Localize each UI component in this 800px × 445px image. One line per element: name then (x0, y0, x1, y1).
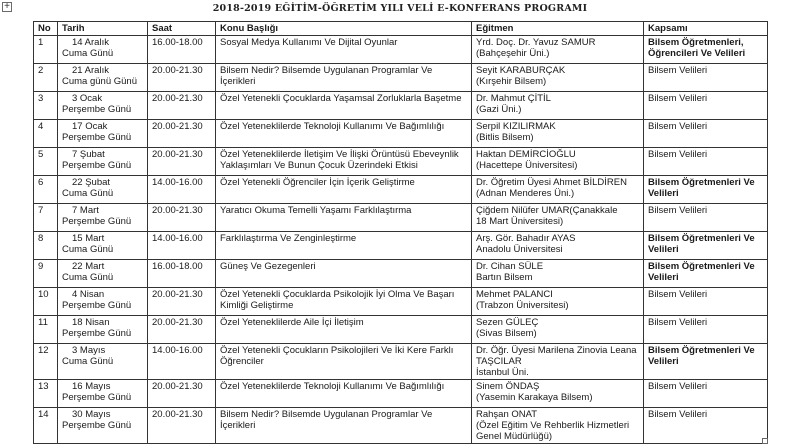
table-resize-handle[interactable] (762, 438, 768, 444)
date-weekday: Perşembe Günü (62, 104, 132, 115)
header-topic: Konu Başlığı (216, 22, 472, 36)
table-row (34, 380, 768, 408)
cell-topic: Özel Yetenekli Çocuklarda Psikolojik İyi Olma Ve Başarı Kimliği Geliştirme (216, 288, 472, 316)
cell-date (58, 344, 148, 380)
date-day: 17 Ocak (72, 121, 108, 132)
date-day: 21 Aralık (72, 65, 109, 76)
educator-name: Dr. Mahmut ÇİTİL (476, 93, 551, 104)
table-row (34, 232, 768, 260)
cell-scope: Bilsem Velileri (644, 316, 768, 344)
date-day: 3 Ocak (72, 93, 103, 104)
table-row (34, 120, 768, 148)
cell-scope: Bilsem Öğretmenleri Ve Velileri (644, 260, 768, 288)
cell-date (58, 380, 148, 408)
educator-name: Seyit KARABURÇAK (476, 65, 566, 76)
cell-no: 9 (34, 260, 58, 288)
cell-no: 7 (34, 204, 58, 232)
educator-name: Çiğdem Nilüfer UMAR(Çanakkale (476, 205, 618, 216)
educator-institution: (Bitlis Bilsem) (476, 132, 534, 143)
educator-institution: (Yasemin Karakaya Bilsem) (476, 392, 593, 403)
table-row (34, 176, 768, 204)
date-weekday: Perşembe Günü (62, 420, 132, 431)
date-weekday: Cuma Günü (62, 272, 114, 283)
educator-institution: Bartın Bilsem (476, 272, 533, 283)
cell-scope: Bilsem Velileri (644, 64, 768, 92)
cell-educator (472, 120, 644, 148)
cell-topic: Özel Yeteneklilerde İletişim Ve İlişki Örüntüsü Ebeveynlik Yaklaşımları Ve Bunun Çocuk Üzerindeki Etkisi (216, 148, 472, 176)
educator-institution: (Hacettepe Üniversitesi) (476, 160, 578, 171)
cell-educator (472, 36, 644, 64)
date-weekday: Perşembe Günü (62, 216, 132, 227)
cell-time: 16.00-18.00 (148, 260, 216, 288)
cell-educator (472, 64, 644, 92)
date-day: 16 Mayıs (72, 381, 111, 392)
date-day: 7 Mart (72, 205, 99, 216)
educator-name: Dr. Öğr. Üyesi Marilena Zinovia Leana TAŞCILAR (476, 345, 637, 367)
cell-topic: Özel Yetenekli Çocukların Psikolojileri Ve İki Kere Farklı Öğrenciler (216, 344, 472, 380)
educator-name: Dr. Cihan SÜLE (476, 261, 544, 272)
table-row (34, 204, 768, 232)
cell-educator (472, 288, 644, 316)
educator-institution: (Kırşehir Bilsem) (476, 76, 547, 87)
educator-institution: (Özel Eğitim Ve Rehberlik Hizmetleri Genel Müdürlüğü) (476, 420, 630, 442)
cell-topic: Bilsem Nedir? Bilsemde Uygulanan Programlar Ve İçerikleri (216, 408, 472, 444)
header-no: No (34, 22, 58, 36)
cell-no: 2 (34, 64, 58, 92)
cell-date (58, 148, 148, 176)
cell-no: 12 (34, 344, 58, 380)
date-weekday: Cuma Günü (62, 48, 114, 59)
header-date: Tarih (58, 22, 148, 36)
cell-topic: Özel Yetenekli Çocuklarda Yaşamsal Zorluklarla Başetme (216, 92, 472, 120)
cell-scope: Bilsem Velileri (644, 148, 768, 176)
table-row (34, 344, 768, 380)
table-row (34, 260, 768, 288)
educator-name: Sinem ÖNDAŞ (476, 381, 540, 392)
cell-educator (472, 148, 644, 176)
cell-topic: Güneş Ve Gezegenleri (216, 260, 472, 288)
cell-topic: Farklılaştırma Ve Zenginleştirme (216, 232, 472, 260)
cell-scope: Bilsem Öğretmenleri Ve Velileri (644, 176, 768, 204)
cell-educator (472, 408, 644, 444)
cell-scope: Bilsem Öğretmenleri, Öğrencileri Ve Velileri (644, 36, 768, 64)
educator-name: Arş. Gör. Bahadır AYAS (476, 233, 576, 244)
cell-educator (472, 204, 644, 232)
cell-date (58, 176, 148, 204)
cell-no: 8 (34, 232, 58, 260)
educator-institution: (Sivas Bilsem) (476, 328, 537, 339)
cell-no: 4 (34, 120, 58, 148)
cell-scope: Bilsem Velileri (644, 380, 768, 408)
cell-date (58, 408, 148, 444)
cell-no: 5 (34, 148, 58, 176)
table-body (34, 36, 768, 444)
cell-time: 14.00-16.00 (148, 176, 216, 204)
date-day: 7 Şubat (72, 149, 105, 160)
cell-no: 14 (34, 408, 58, 444)
date-weekday: Perşembe Günü (62, 300, 132, 311)
cell-scope: Bilsem Öğretmenleri Ve Velileri (644, 232, 768, 260)
table-row (34, 64, 768, 92)
date-day: 18 Nisan (72, 317, 110, 328)
cell-date (58, 316, 148, 344)
date-day: 22 Şubat (72, 177, 111, 188)
cell-date (58, 36, 148, 64)
educator-name: Sezen GÜLEÇ (476, 317, 539, 328)
cell-time: 20.00-21.30 (148, 288, 216, 316)
cell-date (58, 232, 148, 260)
cell-scope: Bilsem Velileri (644, 288, 768, 316)
cell-no: 1 (34, 36, 58, 64)
date-weekday: Cuma günü Günü (62, 76, 137, 87)
date-day: 15 Mart (72, 233, 105, 244)
cell-time: 20.00-21.30 (148, 120, 216, 148)
educator-institution: (Adnan Menderes Üni.) (476, 188, 575, 199)
cell-no: 13 (34, 380, 58, 408)
cell-date (58, 64, 148, 92)
date-day: 22 Mart (72, 261, 105, 272)
cell-scope: Bilsem Velileri (644, 92, 768, 120)
educator-institution: 18 Mart Üniversitesi) (476, 216, 564, 227)
educator-name: Mehmet PALANCI (476, 289, 553, 300)
header-scope: Kapsamı (644, 22, 768, 36)
educator-name: Serpil KIZILIRMAK (476, 121, 556, 132)
cell-topic: Özel Yeteneklilerde Teknoloji Kullanımı Ve Bağımlılığı (216, 380, 472, 408)
date-weekday: Cuma Günü (62, 356, 114, 367)
cell-topic: Bilsem Nedir? Bilsemde Uygulanan Programlar Ve İçerikleri (216, 64, 472, 92)
date-weekday: Perşembe Günü (62, 160, 132, 171)
cell-scope: Bilsem Velileri (644, 120, 768, 148)
cell-topic: Sosyal Medya Kullanımı Ve Dijital Oyunlar (216, 36, 472, 64)
cell-time: 16.00-18.00 (148, 36, 216, 64)
table-row (34, 36, 768, 64)
date-weekday: Cuma Günü (62, 188, 114, 199)
cell-date (58, 260, 148, 288)
header-row (34, 22, 768, 36)
cell-date (58, 92, 148, 120)
table-row (34, 316, 768, 344)
cell-topic: Özel Yetenekli Öğrenciler İçin İçerik Geliştirme (216, 176, 472, 204)
table-row (34, 92, 768, 120)
cell-time: 20.00-21.30 (148, 204, 216, 232)
table-row (34, 148, 768, 176)
educator-name: Rahşan ONAT (476, 409, 538, 420)
date-day: 4 Nisan (72, 289, 105, 300)
table-row (34, 288, 768, 316)
date-day: 30 Mayıs (72, 409, 111, 420)
cell-time: 14.00-16.00 (148, 232, 216, 260)
cell-time: 20.00-21.30 (148, 408, 216, 444)
program-table (33, 21, 768, 444)
cell-no: 11 (34, 316, 58, 344)
cell-educator (472, 344, 644, 380)
cell-scope: Bilsem Öğretmenleri Ve Velileri (644, 344, 768, 380)
cell-educator (472, 380, 644, 408)
cell-no: 10 (34, 288, 58, 316)
cell-date (58, 204, 148, 232)
cell-topic: Yaratıcı Okuma Temelli Yaşamı Farklılaştırma (216, 204, 472, 232)
cell-educator (472, 92, 644, 120)
cell-time: 14.00-16.00 (148, 344, 216, 380)
cell-topic: Özel Yeteneklilerde Aile İçi İletişim (216, 316, 472, 344)
educator-institution: (Trabzon Üniversitesi) (476, 300, 569, 311)
cell-time: 20.00-21.30 (148, 64, 216, 92)
cell-educator (472, 232, 644, 260)
move-cross-icon[interactable]: + (2, 2, 12, 12)
table-row (34, 408, 768, 444)
cell-no: 3 (34, 92, 58, 120)
educator-institution: Anadolu Üniversitesi (476, 244, 563, 255)
cell-scope: Bilsem Velileri (644, 408, 768, 444)
date-weekday: Perşembe Günü (62, 132, 132, 143)
date-day: 14 Aralık (72, 37, 109, 48)
cell-scope: Bilsem Velileri (644, 204, 768, 232)
educator-name: Yrd. Doç. Dr. Yavuz SAMUR (476, 37, 596, 48)
educator-institution: İstanbul Üni. (476, 367, 529, 378)
cell-educator (472, 176, 644, 204)
educator-name: Haktan DEMİRCİOĞLU (476, 149, 576, 160)
educator-name: Dr. Öğretim Üyesi Ahmet BİLDİREN (476, 177, 627, 188)
cell-time: 20.00-21.30 (148, 92, 216, 120)
cell-time: 20.00-21.30 (148, 316, 216, 344)
cell-date (58, 288, 148, 316)
page-title: 2018-2019 EĞİTİM-ÖĞRETİM YILI VELİ E-KONFERANS PROGRAMI (212, 3, 588, 14)
date-weekday: Perşembe Günü (62, 328, 132, 339)
cell-no: 6 (34, 176, 58, 204)
educator-institution: (Gazi Üni.) (476, 104, 522, 115)
date-day: 3 Mayıs (72, 345, 106, 356)
cell-topic: Özel Yeteneklilerde Teknoloji Kullanımı Ve Bağımlılığı (216, 120, 472, 148)
educator-institution: (Bahçeşehir Üni.) (476, 48, 550, 59)
cell-time: 20.00-21.30 (148, 380, 216, 408)
date-weekday: Perşembe Günü (62, 392, 132, 403)
header-educator: Eğitmen (472, 22, 644, 36)
cell-educator (472, 316, 644, 344)
cell-date (58, 120, 148, 148)
date-weekday: Cuma Günü (62, 244, 114, 255)
cell-educator (472, 260, 644, 288)
cell-time: 20.00-21.30 (148, 148, 216, 176)
header-time: Saat (148, 22, 216, 36)
